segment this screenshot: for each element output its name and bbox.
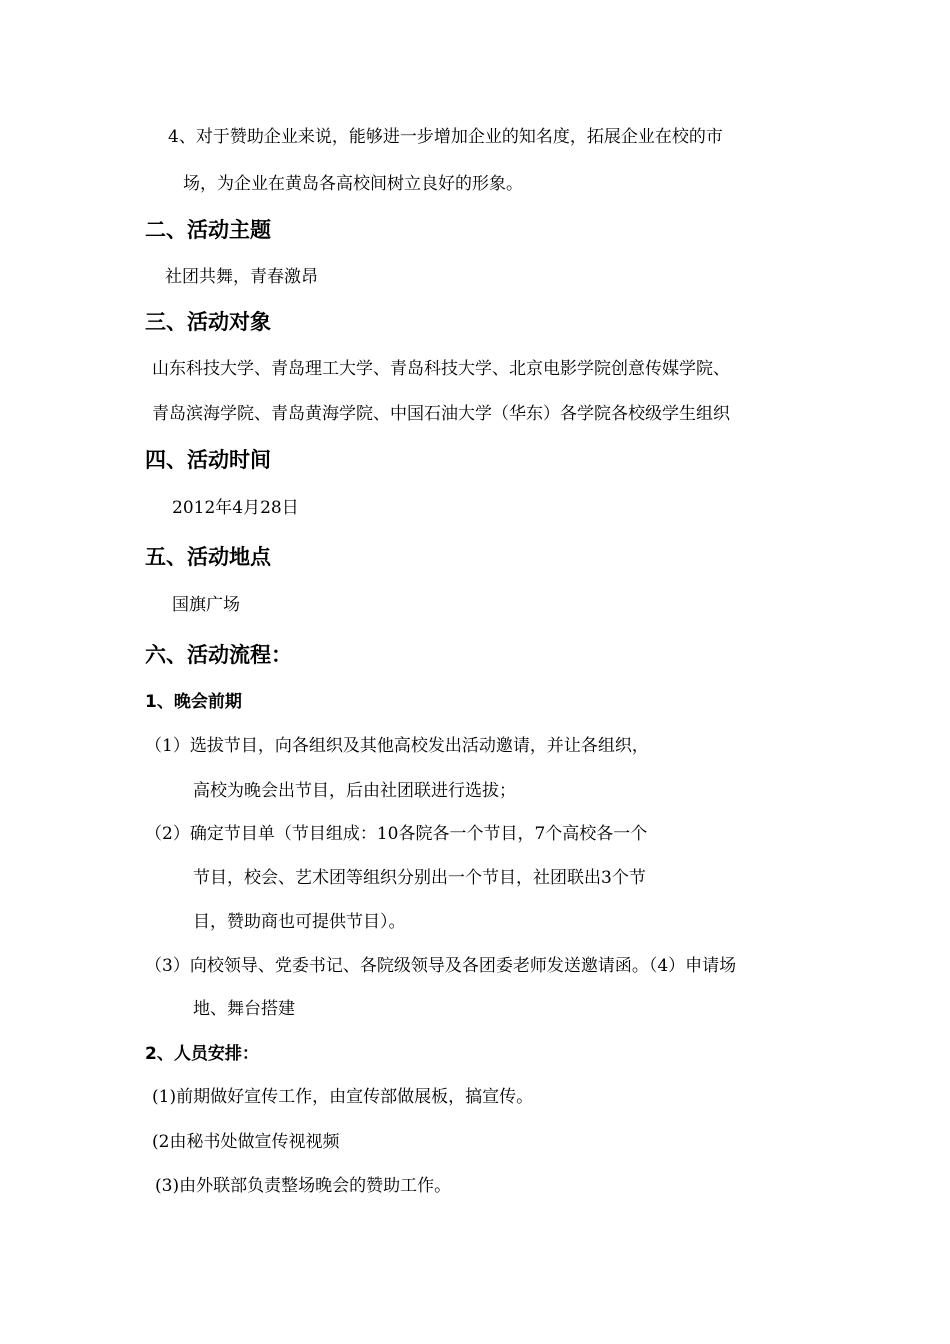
pre-show-item2-line3: 目，赞助商也可提供节目）。 xyxy=(193,912,406,932)
theme-heading: 二、活动主题 xyxy=(145,218,271,242)
process-heading: 六、活动流程： xyxy=(145,643,292,667)
time-heading: 四、活动时间 xyxy=(145,448,271,472)
staffing-item2: (2由秘书处做宣传视视频 xyxy=(152,1132,340,1152)
time-text: 2012年4月28日 xyxy=(172,498,299,518)
audience-line1: 山东科技大学、青岛理工大学、青岛科技大学、北京电影学院创意传媒学院、 xyxy=(152,359,730,379)
pre-show-item1-line1: （1）选拔节目，向各组织及其他高校发出活动邀请，并让各组织， xyxy=(145,736,649,756)
pre-show-item1-line2: 高校为晚会出节目，后由社团联进行选拔； xyxy=(193,781,516,801)
pre-show-item3-line2: 地、舞台搭建 xyxy=(193,999,295,1019)
audience-line2: 青岛滨海学院、青岛黄海学院、中国石油大学（华东）各学院各校级学生组织 xyxy=(152,404,730,424)
location-heading: 五、活动地点 xyxy=(145,545,271,569)
pre-show-heading: 1、晚会前期 xyxy=(145,692,242,712)
staffing-item3: (3)由外联部负责整场晚会的赞助工作。 xyxy=(155,1176,452,1196)
staffing-item1: (1)前期做好宣传工作，由宣传部做展板，搞宣传。 xyxy=(152,1087,534,1107)
intro-item4-line2: 场，为企业在黄岛各高校间树立良好的形象。 xyxy=(183,174,523,194)
theme-text: 社团共舞，青春激昂 xyxy=(165,267,318,287)
intro-item4-line1: 4、对于赞助企业来说，能够进一步增加企业的知名度，拓展企业在校的市 xyxy=(168,127,723,147)
location-text: 国旗广场 xyxy=(172,595,240,615)
pre-show-item2-line2: 节目，校会、艺术团等组织分别出一个节目，社团联出3个节 xyxy=(193,868,646,888)
audience-heading: 三、活动对象 xyxy=(145,310,271,334)
staffing-heading: 2、人员安排： xyxy=(145,1044,259,1064)
pre-show-item2-line1: （2）确定节目单（节目组成：10各院各一个节目，7个高校各一个 xyxy=(145,824,648,844)
pre-show-item3-line1: （3）向校领导、党委书记、各院级领导及各团委老师发送邀请函。（4）申请场 xyxy=(145,956,737,976)
